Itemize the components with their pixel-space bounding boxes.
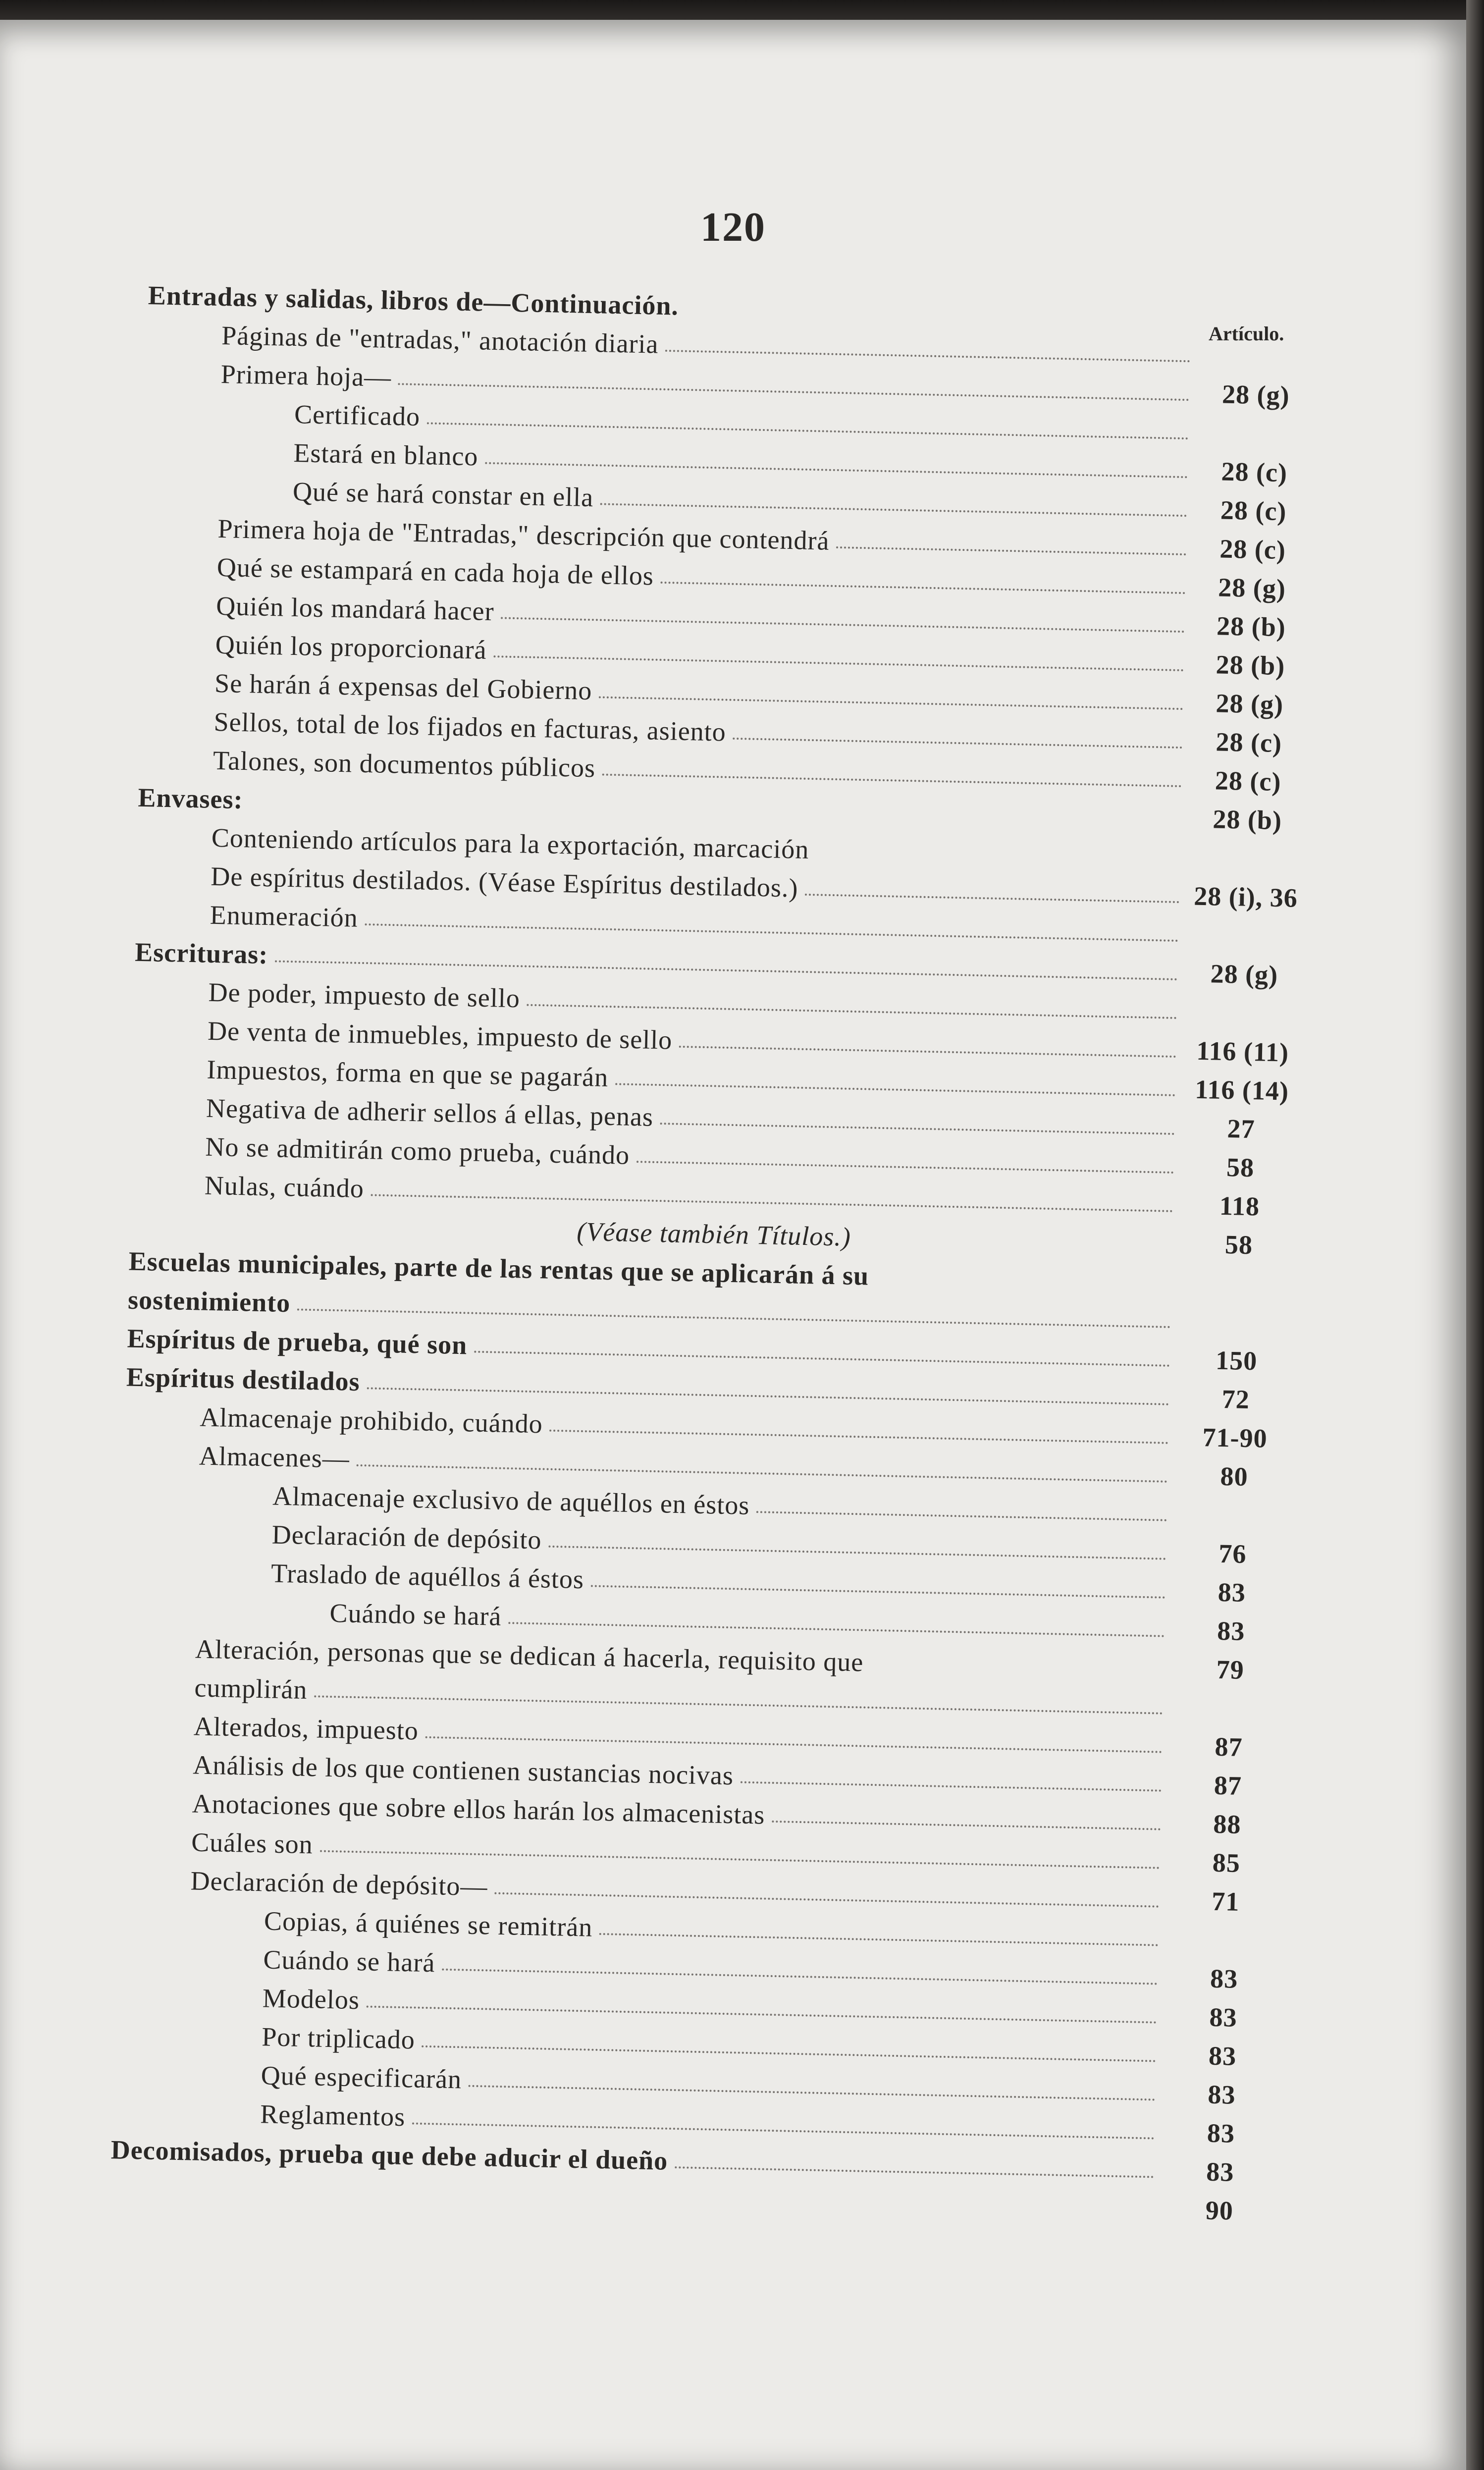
dot-leader — [772, 1821, 1161, 1830]
index-entry-text: Qué especificarán — [261, 2060, 462, 2094]
index-entry-text: Primera hoja de "Entradas," descripción que contendrá — [217, 513, 830, 556]
index-entry-text: Quién los proporcionará — [215, 629, 487, 665]
article-reference: 83 — [1209, 2002, 1238, 2033]
article-reference: 28 (g) — [1216, 688, 1284, 720]
index-entry-text: Negativa de adherir sellos á ellas, penas — [206, 1093, 654, 1132]
article-reference: 83 — [1207, 2118, 1235, 2148]
index-entry-text: Entradas y salidas, libros de—Continuación. — [148, 280, 679, 321]
index-entry-text: De venta de inmuebles, impuesto de sello — [207, 1016, 673, 1055]
article-reference: 83 — [1206, 2156, 1234, 2187]
dot-leader — [836, 546, 1186, 555]
index-entry-text: Escuelas municipales, parte de las rentas que se aplicarán á su — [128, 1246, 869, 1291]
article-reference: 27 — [1227, 1114, 1256, 1144]
article-reference: 28 (c) — [1219, 534, 1286, 565]
index-entry-text: Modelos — [262, 1983, 360, 2015]
dot-leader — [876, 1284, 1171, 1289]
index-entry-text: Impuestos, forma en que se pagarán — [207, 1054, 609, 1092]
index-entry-text: Análisis de los que contienen sustancias nocivas — [192, 1750, 734, 1791]
article-reference: 28 (c) — [1220, 495, 1287, 527]
index-entry-text: Nulas, cuándo — [204, 1170, 365, 1204]
article-reference: 58 — [1224, 1230, 1253, 1260]
index-entry-text: Qué se hará constar en ella — [292, 476, 594, 513]
page-edge-shadow — [1466, 0, 1484, 2470]
index-entry-text: Primera hoja— — [220, 359, 392, 392]
index-entry-text: Declaración de depósito — [271, 1519, 542, 1555]
page-number: 120 — [700, 204, 766, 250]
index-entry-text: Copias, á quiénes se remitrán — [264, 1906, 593, 1942]
article-reference: 28 (c) — [1215, 765, 1282, 797]
index-entry-text: Enumeración — [210, 900, 359, 933]
index-entry-text: Qué se estampará en cada hoja de ellos — [216, 552, 654, 591]
index-entry-text: Anotaciones que sobre ellos harán los almacenistas — [192, 1788, 765, 1830]
index-entry-text: Reglamentos — [260, 2099, 406, 2132]
article-reference: 116 (14) — [1194, 1074, 1289, 1106]
index-entry-text: No se admitirán como prueba, cuándo — [205, 1131, 630, 1170]
dot-leader — [870, 1670, 1164, 1676]
index-entry-text: Almacenes— — [199, 1441, 350, 1474]
article-reference: 71-90 — [1202, 1422, 1268, 1453]
index-entry-text: Páginas de "entradas," anotación diaria — [221, 320, 659, 359]
index-entry-text: cumplirán — [194, 1672, 308, 1705]
index-entry-text: Por triplicado — [261, 2022, 416, 2055]
article-reference: 83 — [1218, 1577, 1246, 1608]
index-entry-text: Talones, son documentos públicos — [212, 745, 596, 783]
index-entry-text: Alteración, personas que se dedican á hacerla, requisito que — [195, 1634, 864, 1677]
index-entry-text: Escrituras: — [134, 937, 268, 970]
article-reference: 71 — [1211, 1886, 1240, 1917]
index-entry-text: Espíritus de prueba, qué son — [127, 1323, 468, 1360]
article-reference: 28 (g) — [1218, 572, 1286, 604]
index-entry-text: De espíritus destilados. (Véase Espíritus destilados.) — [210, 861, 799, 903]
article-reference: 88 — [1213, 1809, 1242, 1839]
index-entry-text: Envases: — [138, 782, 244, 815]
dot-leader — [816, 857, 1180, 864]
article-reference: 83 — [1217, 1615, 1245, 1646]
article-reference: 150 — [1215, 1345, 1258, 1376]
index-entry-text: Almacenaje exclusivo de aquéllos en éstos — [272, 1481, 750, 1520]
index-entry-text: Espíritus destilados — [126, 1362, 361, 1397]
article-reference: 83 — [1208, 2040, 1237, 2071]
index-entry-text: Estará en blanco — [293, 437, 479, 472]
dot-leader — [117, 2196, 1153, 2216]
index-entry-text: Conteniendo artículos para la exportación, marcación — [211, 822, 809, 864]
book-page — [0, 20, 1466, 2470]
index-entry-text: Cuándo se hará — [263, 1944, 436, 1978]
article-reference: 76 — [1218, 1538, 1247, 1569]
article-reference: 118 — [1219, 1190, 1260, 1222]
article-reference: 87 — [1214, 1770, 1242, 1801]
index-entry-text: Se harán á expensas del Gobierno — [214, 668, 592, 706]
index-entry-text: Traslado de aquéllos á éstos — [270, 1558, 584, 1595]
article-reference: 79 — [1216, 1654, 1245, 1685]
dot-leader — [805, 894, 1179, 903]
index-entry-text: Sellos, total de los fijados en facturas, asiento — [213, 706, 727, 747]
index-entry-text: Declaración de depósito— — [190, 1866, 488, 1902]
article-reference: 90 — [1205, 2195, 1234, 2226]
article-reference: 58 — [1226, 1152, 1255, 1183]
article-reference: 28 (c) — [1215, 727, 1282, 758]
index-list — [110, 270, 1318, 2225]
article-reference: 28 (b) — [1212, 804, 1282, 836]
article-reference: 80 — [1219, 1461, 1249, 1492]
article-reference: 85 — [1212, 1847, 1241, 1878]
index-entry-text: Almacenaje prohibido, cuándo — [199, 1402, 543, 1439]
index-entry-text: Decomisados, prueba que debe aducir el dueño — [110, 2135, 668, 2176]
article-reference: 28 (i), 36 — [1193, 881, 1298, 913]
index-entry-text: Alterados, impuesto — [193, 1711, 419, 1746]
article-reference: 87 — [1215, 1731, 1243, 1762]
index-entry-text: Cuándo se hará — [329, 1598, 502, 1631]
index-entry-text: Cuáles son — [191, 1827, 314, 1860]
index-entry-text: Quién los mandará hacer — [215, 591, 495, 627]
article-column-header: Artículo. — [1209, 322, 1284, 345]
article-reference: 28 (g) — [1210, 959, 1278, 990]
article-reference: 72 — [1221, 1384, 1250, 1415]
index-entry-text: De poder, impuesto de sello — [208, 977, 521, 1014]
index-entry-text: sostenimiento — [127, 1285, 291, 1318]
article-reference: 116 (11) — [1196, 1035, 1289, 1068]
index-entry-text: (Véase también Títulos.) — [576, 1216, 851, 1252]
article-reference: 83 — [1207, 2079, 1236, 2110]
article-reference: 28 (b) — [1216, 611, 1286, 643]
article-reference: 83 — [1210, 1963, 1238, 1994]
article-reference: 28 (c) — [1220, 456, 1288, 488]
article-reference: 28 (b) — [1216, 649, 1285, 681]
article-reference: 28 (g) — [1221, 379, 1290, 411]
index-entry-text: Certificado — [294, 399, 421, 432]
